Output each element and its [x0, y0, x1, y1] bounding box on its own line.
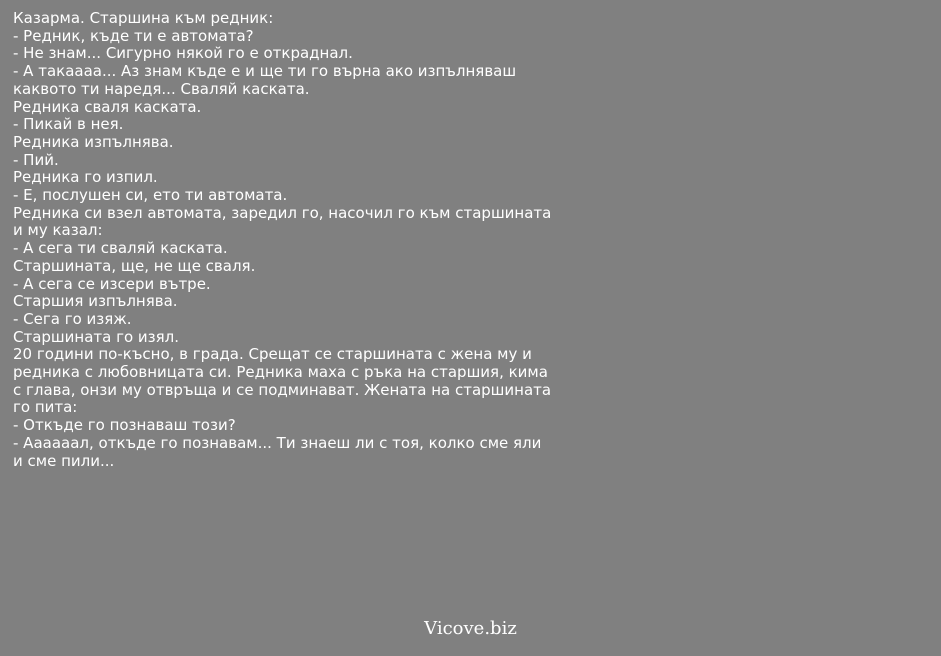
joke-line: - Е, послушен си, ето ти автомата. — [13, 186, 288, 205]
joke-line: - А такаааа... Аз знам къде е и ще ти го върна ако изпълняваш — [13, 62, 517, 81]
joke-line: го пита: — [13, 398, 78, 417]
joke-line: Редника изпълнява. — [13, 132, 174, 151]
joke-line: Старшината го изял. — [13, 327, 180, 346]
site-watermark: Vicove.biz — [424, 618, 517, 639]
joke-line: редника с любовницата си. Редника маха с ръка на старшия, кима — [13, 363, 548, 382]
joke-line: и сме пили... — [13, 451, 115, 470]
joke-line: и му казал: — [13, 221, 103, 240]
joke-line: с глава, онзи му отвръща и се подминават. Жената на старшината — [13, 380, 552, 399]
joke-text — [13, 10, 613, 470]
joke-line: - Редник, къде ти е автомата? — [13, 26, 254, 45]
joke-line: - Аааааал, откъде го познавам... Ти знаеш ли с тоя, колко сме яли — [13, 433, 542, 452]
joke-line: - Пикай в нея. — [13, 115, 124, 134]
joke-line: Редника сваля каската. — [13, 97, 202, 116]
joke-line: 20 години по-късно, в града. Срещат се старшината с жена му и — [13, 345, 532, 364]
joke-line: Старшината, ще, не ще сваля. — [13, 256, 256, 275]
joke-line: каквото ти наредя... Сваляй каската. — [13, 79, 310, 98]
joke-line: - Не знам... Сигурно някой го е откраднал. — [13, 44, 353, 63]
joke-line: - А сега ти сваляй каската. — [13, 239, 228, 258]
joke-line: Казарма. Старшина към редник: — [13, 9, 274, 27]
joke-line: - А сега се изсери вътре. — [13, 274, 211, 293]
joke-line: - Сега го изяж. — [13, 309, 132, 328]
joke-line: Редника си взел автомата, заредил го, насочил го към старшината — [13, 203, 552, 222]
joke-line: Старшия изпълнява. — [13, 292, 178, 311]
joke-line: - Откъде го познаваш този? — [13, 416, 236, 435]
joke-line: Редника го изпил. — [13, 168, 158, 187]
joke-line: - Пий. — [13, 150, 59, 169]
